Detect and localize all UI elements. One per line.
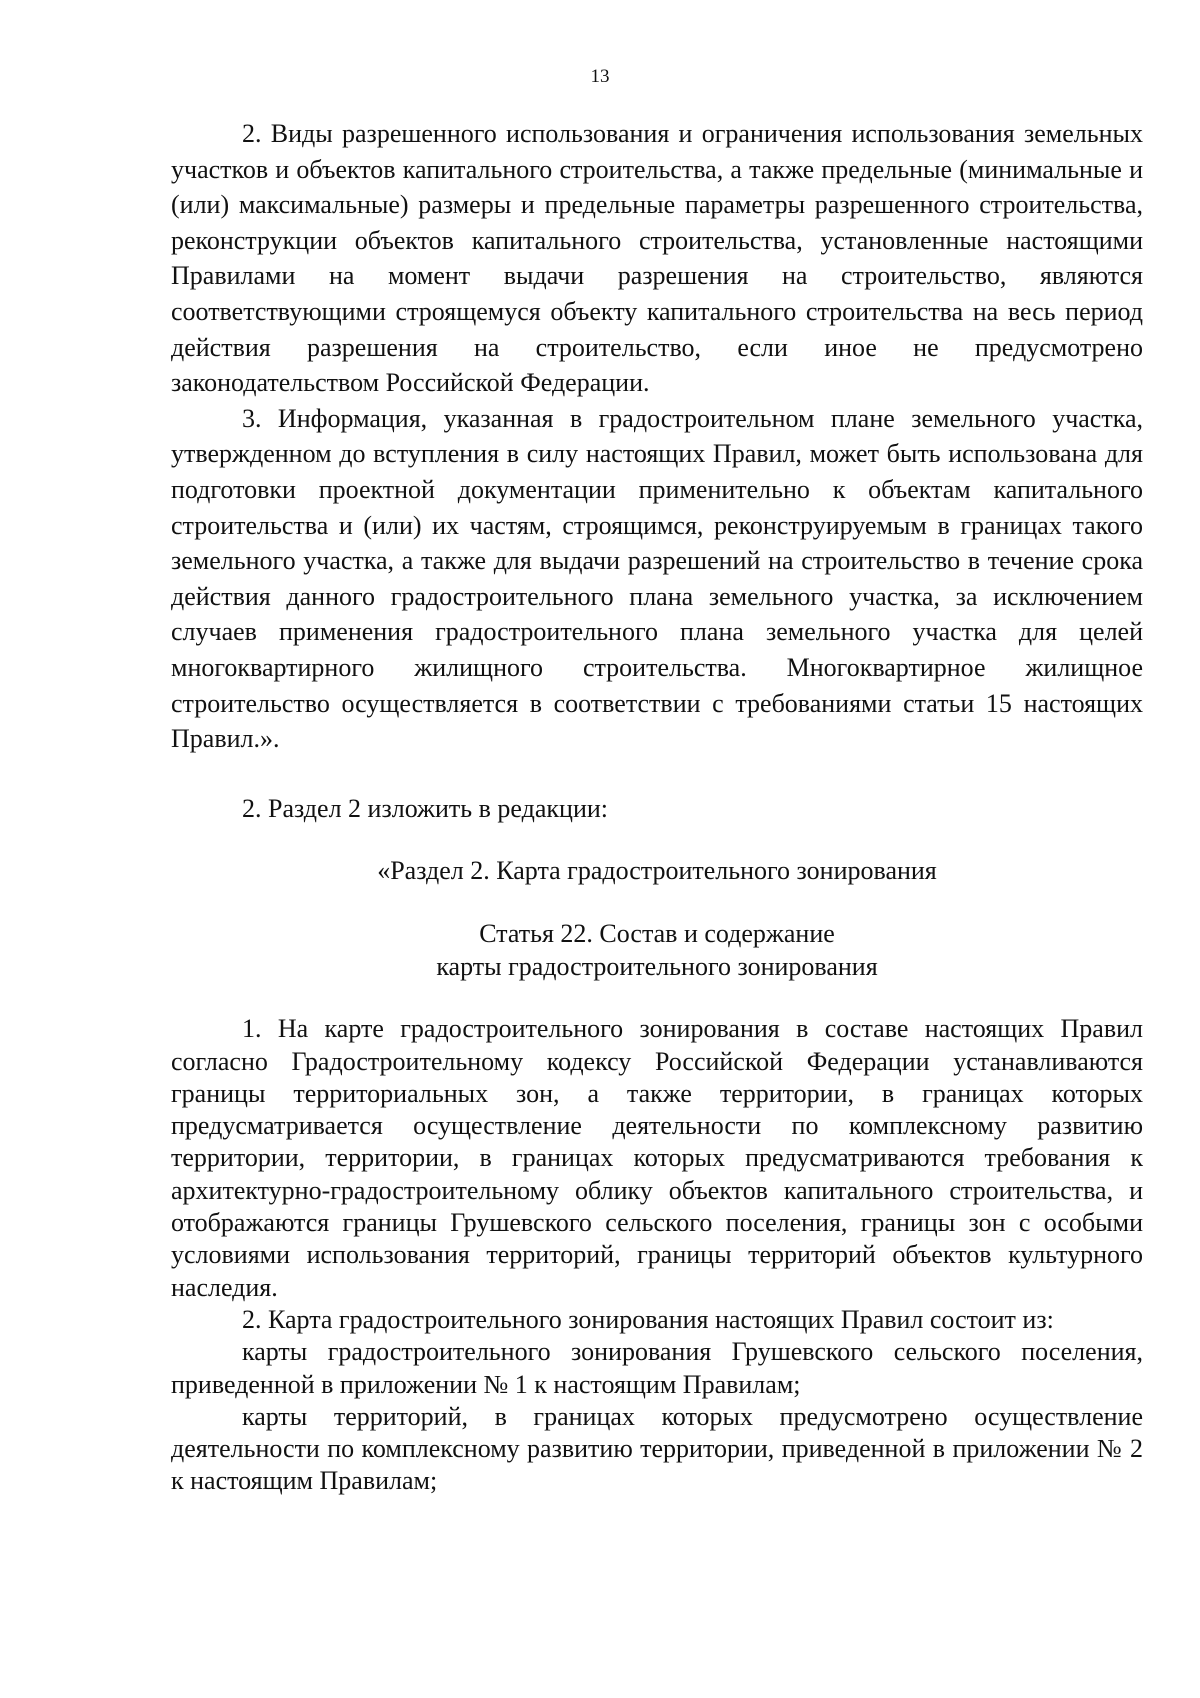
article-paragraph-1: 1. На карте градостроительного зонирования в составе настоящих Правил согласно Градостроительному кодексу Российской Федерации устанавливаются границы территориальных зон, а также территории, в границах которых предусматривается осуществление деятельности по комплексному развитию территории, территории, в границах которых предусматриваются требования к архитектурно-градостроительному облику объектов капитального строительства, и отображаются границы Грушевского сельского поселения, границы зон с особыми условиями использования территорий, границы территорий объектов культурного наследия.	[171, 1014, 1143, 1302]
article-paragraph-2: 2. Карта градостроительного зонирования настоящих Правил состоит из:	[242, 1304, 1054, 1334]
paragraph-2-intro: 2. Виды разрешенного использования и ограничения использования земельных участков и объектов капитального строительства, а также предельные (минимальные и (или) максимальные) размеры и предельные параметры разрешенного строительства, реконструкции объектов капитального строительства, установленные настоящими Правилами на момент выдачи разрешения на строительство, являются соответствующими строящемуся объекту капитального строительства на весь период действия разрешения на строительство, если иное не предусмотрено законодательством Российской Федерации.	[171, 119, 1143, 398]
document-body	[171, 116, 1143, 1498]
article-heading	[171, 917, 1143, 983]
page-number: 13	[590, 66, 610, 87]
amendment-item-2: 2. Раздел 2 изложить в редакции:	[242, 793, 608, 823]
article-heading-line-1: Статья 22. Состав и содержание	[479, 919, 835, 949]
paragraph-3: 3. Информация, указанная в градостроительном плане земельного участка, утвержденном до вступления в силу настоящих Правил, может быть использована для подготовки проектной документации применительно к объектам капитального строительства и (или) их частям, строящимся, реконструируемым в границах такого земельного участка, а также для выдачи разрешений на строительство в течение срока действия данного градостроительного плана земельного участка, за исключением случаев применения градостроительного плана земельного участка для целей многоквартирного жилищного строительства. Многоквартирное жилищное строительство осуществляется в соответствии с требованиями статьи 15 настоящих Правил.».	[171, 403, 1143, 754]
section-heading: «Раздел 2. Карта градостроительного зонирования	[377, 856, 937, 886]
article-list-item-1: карты градостроительного зонирования Грушевского сельского поселения, приведенной в приложении № 1 к настоящим Правилам;	[171, 1337, 1143, 1399]
article-heading-line-2: карты градостроительного зонирования	[436, 952, 878, 982]
article-list-item-2: карты территорий, в границах которых предусмотрено осуществление деятельности по комплексному развитию территории, приведенной в приложении № 2 к настоящим Правилам;	[171, 1401, 1143, 1496]
